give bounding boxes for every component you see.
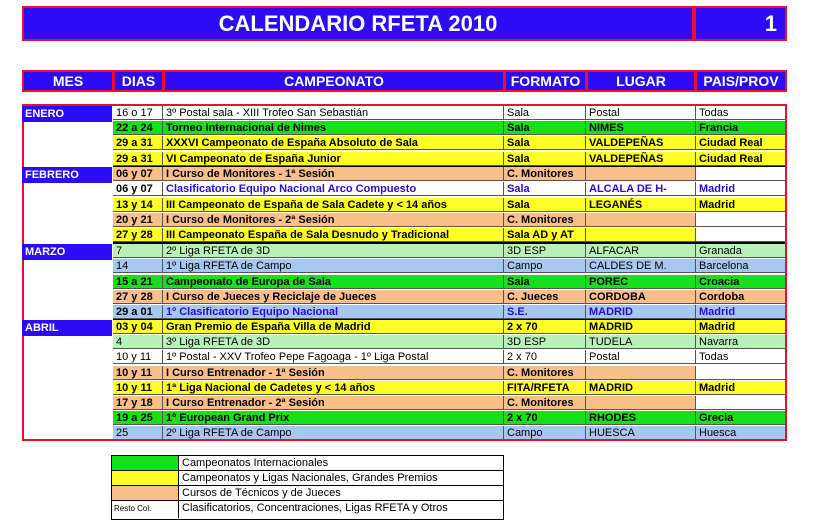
cell-pais: Madrid bbox=[696, 381, 785, 395]
table-row bbox=[113, 350, 785, 364]
cell-lugar: MADRID bbox=[586, 305, 696, 319]
cell-dias: 17 y 18 bbox=[113, 396, 163, 410]
cell-dias: 10 y 11 bbox=[113, 366, 163, 380]
cell-pais: Todas bbox=[696, 350, 785, 364]
cell-lugar: POREC bbox=[586, 275, 696, 289]
table-row bbox=[113, 305, 785, 319]
page-title: CALENDARIO RFETA 2010 bbox=[22, 6, 694, 41]
cell-dias: 29 a 31 bbox=[113, 136, 163, 150]
cell-lugar: VALDEPEÑAS bbox=[586, 152, 696, 166]
cell-formato: C. Jueces bbox=[504, 290, 586, 304]
cell-lugar: CALDES DE M. bbox=[586, 259, 696, 273]
cell-formato: 2 x 70 bbox=[504, 350, 586, 364]
cell-lugar: ALFACAR bbox=[586, 244, 696, 258]
cell-dias: 15 a 21 bbox=[113, 275, 163, 289]
table-row bbox=[113, 366, 785, 380]
table-row bbox=[113, 136, 785, 150]
cell-pais: Barcelona bbox=[696, 259, 785, 273]
legend-label: Cursos de Técnicos y de Jueces bbox=[182, 487, 341, 499]
cell-campeonato: I Curso de Jueces y Reciclaje de Jueces bbox=[163, 290, 504, 304]
cell-lugar: NIMES bbox=[586, 121, 696, 135]
cell-lugar: Postal bbox=[586, 106, 696, 120]
table-row bbox=[113, 228, 785, 242]
cell-formato: Sala bbox=[504, 136, 586, 150]
cell-formato: FITA/RFETA bbox=[504, 381, 586, 395]
cell-dias: 4 bbox=[113, 335, 163, 349]
legend-row bbox=[112, 471, 503, 486]
cell-pais bbox=[696, 396, 785, 410]
cell-campeonato: XXXVI Campeonato de España Absoluto de Sala bbox=[163, 136, 504, 150]
cell-formato: 2 x 70 bbox=[504, 320, 586, 334]
cell-lugar bbox=[586, 366, 696, 380]
cell-campeonato: 2º Liga RFETA de Campo bbox=[163, 426, 504, 440]
cell-pais bbox=[696, 213, 785, 227]
cell-campeonato: I Curso de Monitores - 1ª Sesión bbox=[163, 167, 504, 181]
table-row bbox=[113, 381, 785, 395]
cell-pais bbox=[696, 366, 785, 380]
legend-swatch-national bbox=[112, 471, 179, 485]
table-row bbox=[113, 290, 785, 304]
cell-pais: Madrid bbox=[696, 320, 785, 334]
cell-formato: Campo bbox=[504, 259, 586, 273]
cell-pais: Francia bbox=[696, 121, 785, 135]
legend-swatch-international bbox=[112, 456, 179, 470]
cell-lugar: VALDEPEÑAS bbox=[586, 136, 696, 150]
cell-formato: Sala bbox=[504, 106, 586, 120]
legend-label: Campeonatos y Ligas Nacionales, Grandes Premios bbox=[182, 472, 438, 484]
table-row bbox=[113, 396, 785, 410]
cell-lugar: HUESCA bbox=[586, 426, 696, 440]
cell-dias: 29 a 31 bbox=[113, 152, 163, 166]
legend-row bbox=[112, 456, 503, 471]
table-row bbox=[113, 167, 785, 181]
cell-campeonato: III Campeonato de España de Sala Cadete y < 14 años bbox=[163, 198, 504, 212]
cell-lugar: TUDELA bbox=[586, 335, 696, 349]
cell-dias: 27 y 28 bbox=[113, 228, 163, 242]
cell-dias: 10 y 11 bbox=[113, 381, 163, 395]
cell-dias: 03 y 04 bbox=[113, 320, 163, 334]
cell-campeonato: 3º Liga RFETA de 3D bbox=[163, 335, 504, 349]
cell-pais: Huesca bbox=[696, 426, 785, 440]
cell-campeonato: VI Campeonato de España Junior bbox=[163, 152, 504, 166]
cell-dias: 7 bbox=[113, 244, 163, 258]
table-row bbox=[113, 335, 785, 349]
table-row bbox=[113, 275, 785, 289]
cell-formato: Sala bbox=[504, 275, 586, 289]
header-pais: PAIS/PROV bbox=[695, 70, 787, 92]
cell-pais: Croacia bbox=[696, 275, 785, 289]
page-number: 1 bbox=[694, 6, 787, 41]
cell-formato: Sala bbox=[504, 182, 586, 196]
cell-pais: Madrid bbox=[696, 305, 785, 319]
cell-campeonato: Torneo Internacional de Nimes bbox=[163, 121, 504, 135]
cell-lugar bbox=[586, 167, 696, 181]
cell-lugar: CORDOBA bbox=[586, 290, 696, 304]
cell-campeonato: 1º Clasificatorio Equipo Nacional bbox=[163, 305, 504, 319]
cell-dias: 10 y 11 bbox=[113, 350, 163, 364]
legend-row bbox=[112, 501, 503, 518]
cell-campeonato: I Curso Entrenador - 1ª Sesión bbox=[163, 366, 504, 380]
cell-pais: Cordoba bbox=[696, 290, 785, 304]
cell-dias: 27 y 28 bbox=[113, 290, 163, 304]
header-dias: DIAS bbox=[113, 70, 164, 92]
cell-formato: C. Monitores bbox=[504, 396, 586, 410]
cell-pais: Ciudad Real bbox=[696, 152, 785, 166]
cell-campeonato: 3º Postal sala - XIII Trofeo San Sebastián bbox=[163, 106, 504, 120]
cell-formato: Sala AD y AT bbox=[504, 228, 586, 242]
table-row bbox=[113, 213, 785, 227]
cell-lugar: RHODES bbox=[586, 411, 696, 425]
cell-dias: 20 y 21 bbox=[113, 213, 163, 227]
cell-pais: Madrid bbox=[696, 198, 785, 212]
cell-campeonato: 1º Postal - XXV Trofeo Pepe Fagoaga - 1º Liga Postal bbox=[163, 350, 504, 364]
table-row bbox=[113, 106, 785, 120]
cell-lugar bbox=[586, 228, 696, 242]
table-row bbox=[113, 152, 785, 166]
table-row bbox=[113, 411, 785, 425]
cell-formato: C. Monitores bbox=[504, 167, 586, 181]
cell-dias: 22 a 24 bbox=[113, 121, 163, 135]
table-row bbox=[113, 244, 785, 258]
color-legend bbox=[111, 455, 504, 520]
cell-campeonato: 1º Liga RFETA de Campo bbox=[163, 259, 504, 273]
table-row bbox=[113, 121, 785, 135]
cell-formato: C. Monitores bbox=[504, 366, 586, 380]
cell-campeonato: Gran Premio de España Villa de Madrid bbox=[163, 320, 504, 334]
cell-campeonato: Clasificatorio Equipo Nacional Arco Compuesto bbox=[163, 182, 504, 196]
legend-swatch-courses bbox=[112, 486, 179, 500]
cell-campeonato: 1º European Grand Prix bbox=[163, 411, 504, 425]
cell-lugar: ALCALA DE H- bbox=[586, 182, 696, 196]
header-campeonato: CAMPEONATO bbox=[163, 70, 505, 92]
cell-campeonato: I Curso de Monitores - 2ª Sesión bbox=[163, 213, 504, 227]
cell-dias: 25 bbox=[113, 426, 163, 440]
cell-pais: Granada bbox=[696, 244, 785, 258]
legend-label: Campeonatos Internacionales bbox=[182, 457, 329, 469]
header-formato: FORMATO bbox=[504, 70, 587, 92]
cell-dias: 19 a 25 bbox=[113, 411, 163, 425]
cell-dias: 13 y 14 bbox=[113, 198, 163, 212]
cell-formato: Sala bbox=[504, 198, 586, 212]
month-label-enero: ENERO bbox=[22, 106, 112, 122]
cell-formato: 3D ESP bbox=[504, 244, 586, 258]
table-row bbox=[113, 182, 785, 196]
table-row bbox=[113, 198, 785, 212]
cell-formato: Sala bbox=[504, 152, 586, 166]
cell-formato: C. Monitores bbox=[504, 213, 586, 227]
cell-pais: Navarra bbox=[696, 335, 785, 349]
cell-lugar: Postal bbox=[586, 350, 696, 364]
cell-formato: 2 x 70 bbox=[504, 411, 586, 425]
cell-formato: S.E. bbox=[504, 305, 586, 319]
legend-swatch-other: Resto Col. bbox=[112, 501, 179, 518]
legend-label: Clasificatorios, Concentraciones, Ligas RFETA y Otros bbox=[182, 502, 448, 514]
cell-campeonato: 1ª Liga Nacional de Cadetes y < 14 años bbox=[163, 381, 504, 395]
table-row bbox=[113, 320, 785, 334]
cell-campeonato: 2º Liga RFETA de 3D bbox=[163, 244, 504, 258]
legend-row bbox=[112, 486, 503, 501]
cell-pais bbox=[696, 167, 785, 181]
month-label-marzo: MARZO bbox=[22, 244, 112, 260]
cell-dias: 14 bbox=[113, 259, 163, 273]
month-label-febrero: FEBRERO bbox=[22, 167, 112, 183]
cell-dias: 06 y 07 bbox=[113, 167, 163, 181]
cell-formato: 3D ESP bbox=[504, 335, 586, 349]
cell-lugar: LEGANÉS bbox=[586, 198, 696, 212]
cell-lugar: MADRID bbox=[586, 320, 696, 334]
cell-pais: Todas bbox=[696, 106, 785, 120]
cell-lugar: MADRID bbox=[586, 381, 696, 395]
cell-pais: Ciudad Real bbox=[696, 136, 785, 150]
table-row bbox=[113, 259, 785, 273]
header-mes: MES bbox=[22, 70, 114, 92]
cell-formato: Campo bbox=[504, 426, 586, 440]
cell-campeonato: III Campeonato España de Sala Desnudo y Tradicional bbox=[163, 228, 504, 242]
cell-lugar bbox=[586, 213, 696, 227]
table-row bbox=[113, 426, 785, 440]
cell-formato: Sala bbox=[504, 121, 586, 135]
cell-dias: 16 o 17 bbox=[113, 106, 163, 120]
cell-dias: 29 a 01 bbox=[113, 305, 163, 319]
cell-pais: Grecia bbox=[696, 411, 785, 425]
cell-campeonato: I Curso Entrenador - 2ª Sesión bbox=[163, 396, 504, 410]
header-lugar: LUGAR bbox=[586, 70, 696, 92]
cell-pais bbox=[696, 228, 785, 242]
cell-campeonato: Campeonato de Europa de Sala bbox=[163, 275, 504, 289]
month-label-abril: ABRIL bbox=[22, 320, 112, 336]
cell-pais: Madrid bbox=[696, 182, 785, 196]
cell-lugar bbox=[586, 396, 696, 410]
cell-dias: 06 y 07 bbox=[113, 182, 163, 196]
